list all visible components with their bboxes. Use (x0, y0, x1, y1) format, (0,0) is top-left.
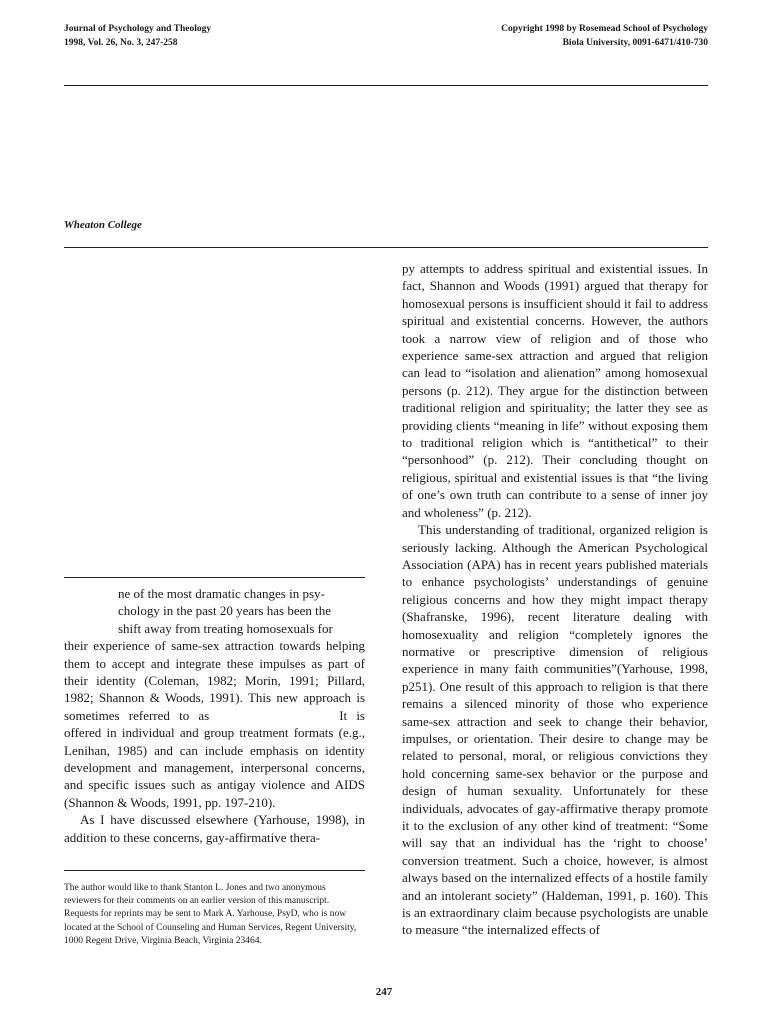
left-paragraph-1-part-b: It is offered in individual and group treatment formats (e.g., Lenihan, 1985) and can include emphasis on identity development and management, interpersonal concerns, and specific issues such as antigay violence and AIDS (Shannon & Woods, 1991, pp. 197-210). (64, 707, 365, 810)
left-column (64, 585, 365, 846)
author-footnote: The author would like to thank Stanton L. Jones and two anonymous reviewers for their comments on an earlier version of this manuscript. Requests for reprints may be sent to Mark A. Yarhouse, PsyD, who is now located at the School of Counseling and Human Services, Regent University, 1000 Regent Drive, Virginia Beach, Virginia 23464. (64, 883, 357, 946)
journal-title: Journal of Psychology and Theology (64, 24, 212, 34)
right-paragraph-2: This understanding of traditional, organized religion is seriously lacking. Although the American Psychological Association (APA) has in recent years published materials to enhance psychologists’ understandings of genuine religious concerns and how they might impact therapy (Shafranske, 1996), recent literature dealing with homosexuality and religion “completely ignores the normative or prescriptive dimension of religious experience in many faith communities”(Yarhouse, 1998, p251). One result of this approach to religion is that there remains a silenced minority of those who experience same-sex attraction and seek to change their behavior, impulses, or orientation. Their desire to change may be related to personal, moral, or religious convictions they hold concerning same-sex behavior or the purpose and design of human sexuality. Unfortunately for these individuals, advocates of gay-affirmative therapy promote it to the exclusion of any other kind of treatment: “Some will say that an individual has the ‘right to choose’ conversion treatment. Such a choice, however, is almost always based on the internalized effects of a hostile family and an intolerant society” (Haldeman, 1991, p. 160). This is an extraordinary claim because psychologists are unable to measure “the internalized effects of (402, 522, 708, 938)
journal-issue: 1998, Vol. 26, No. 3, 247-258 (64, 38, 178, 48)
dropcap-line-3: shift away from treating homosexuals for (118, 620, 333, 636)
running-header-left (64, 22, 211, 50)
top-divider (64, 85, 708, 86)
title-block-divider (64, 247, 708, 248)
dropcap-line-1: ne of the most dramatic changes in psy- (118, 586, 325, 601)
left-column-top-rule (64, 577, 365, 578)
publisher-line: Biola University, 0091-6471/410-730 (562, 38, 708, 48)
left-paragraph-2: As I have discussed elsewhere (Yarhouse, 1998), in addition to these concerns, gay-affirmative thera- (64, 812, 365, 845)
left-paragraph-1 (64, 637, 365, 811)
page-number: 247 (375, 986, 393, 998)
running-header-right (501, 22, 708, 50)
dropcap-line-2: chology in the past 20 years has been the (118, 603, 331, 619)
right-paragraph-1: py attempts to address spiritual and existential issues. In fact, Shannon and Woods (1991) argued that therapy for homosexual persons is insufficient should it fail to address spiritual and existential concerns. However, the authors took a narrow view of religion and of those who experience same-sex attraction and argued that religion can lead to “isolation and alienation” among homosexual persons (p. 212). They argue for the distinction between traditional religion and spirituality; the latter they see as providing clients “meaning in life” without exposing them to traditional religion which is “antithetical” to their “personhood” (p. 212). Their concluding thought on religious, spiritual and existential issues is that “the living of one’s own truth can contribute to a sense of inner joy and wholeness” (p. 212). (402, 261, 708, 520)
copyright-line: Copyright 1998 by Rosemead School of Psychology (501, 24, 708, 34)
author-affiliation: Wheaton College (64, 219, 142, 231)
left-paragraph-1-part-a: their experience of same-sex attraction towards helping them to accept and integrate these impulses as part of their identity (Coleman, 1982; Morin, 1991; Pillard, 1982; Shannon & Woods, 1991). This new approach is sometimes referred to as (64, 638, 365, 723)
right-column (402, 260, 708, 939)
footnote-rule (64, 870, 365, 871)
